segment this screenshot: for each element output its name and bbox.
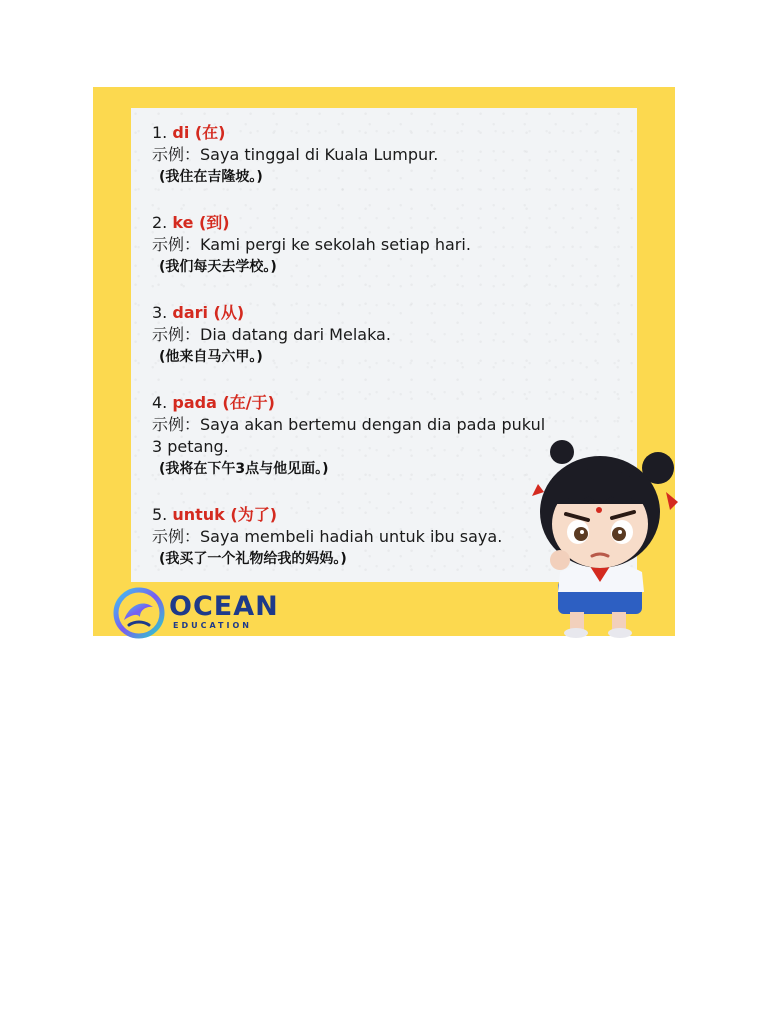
logo-text: OCEAN: [169, 591, 279, 622]
list-item: 4. pada (在/于) 示例：Saya akan bertemu dengan dia pada pukul 3 petang. (我将在下午3点与他见面。): [152, 392, 629, 481]
logo-subtext: EDUCATION: [173, 621, 252, 630]
translation: (我买了一个礼物给我的妈妈。): [159, 551, 347, 567]
wave-logo-icon: [113, 587, 165, 639]
list-item: 3. dari (从) 示例：Dia datang dari Melaka. (他来自马六甲。): [152, 302, 629, 369]
list-item: 2. ke (到) 示例：Kami pergi ke sekolah setiap hari. (我们每天去学校。): [152, 212, 629, 279]
example-sentence: Saya membeli hadiah untuk ibu saya.: [200, 527, 503, 546]
example-sentence: Dia datang dari Melaka.: [200, 325, 391, 344]
list-item: 5. untuk (为了) 示例：Saya membeli hadiah untuk ibu saya. (我买了一个礼物给我的妈妈。): [152, 504, 629, 571]
keyword: ke (到): [172, 213, 230, 232]
example-sentence: Kami pergi ke sekolah setiap hari.: [200, 235, 471, 254]
keyword: untuk (为了): [172, 505, 278, 524]
keyword: di (在): [172, 123, 226, 142]
keyword: dari (从): [172, 303, 245, 322]
translation: (我将在下午3点与他见面。): [159, 461, 329, 477]
example-sentence: Saya tinggal di Kuala Lumpur.: [200, 145, 439, 164]
list-item: 1. di (在) 示例：Saya tinggal di Kuala Lumpur. (我住在吉隆坡。): [152, 122, 629, 189]
ocean-education-logo: [113, 587, 283, 639]
translation: (他来自马六甲。): [159, 349, 263, 365]
example-sentence: Saya akan bertemu dengan dia pada pukul: [200, 415, 546, 434]
example-sentence-cont: 3 petang.: [152, 437, 229, 456]
translation: (我住在吉隆坡。): [159, 169, 263, 185]
cartoon-girl-illustration: [530, 432, 680, 638]
keyword: pada (在/于): [172, 393, 275, 412]
translation: (我们每天去学校。): [159, 259, 277, 275]
